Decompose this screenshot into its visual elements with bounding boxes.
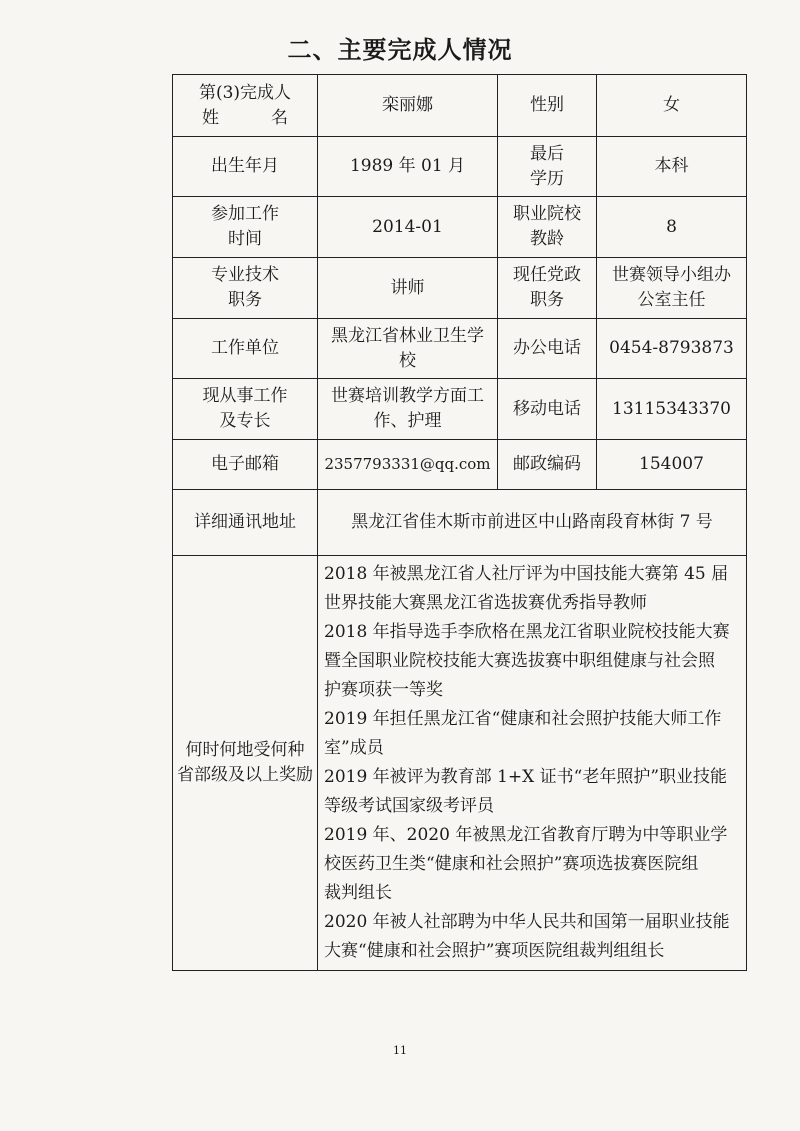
email-label: 电子邮箱 (173, 440, 318, 490)
address-label: 详细通讯地址 (173, 490, 318, 556)
awards-line: 大赛“健康和社会照护”赛项医院组裁判组组长 (324, 941, 665, 961)
table-row (173, 75, 747, 137)
table-row (173, 556, 747, 971)
table-row (173, 197, 747, 258)
table-row (173, 319, 747, 379)
personnel-info-table (172, 74, 747, 971)
teaching-years-label: 职业院校 教龄 (498, 197, 597, 258)
awards-line: 2019 年、2020 年被黑龙江省教育厅聘为中等职业学 (324, 825, 728, 845)
awards-line: 暨全国职业院校技能大赛选拔赛中职组健康与社会照 (324, 651, 715, 671)
awards-line: 护赛项获一等奖 (324, 680, 443, 700)
awards-line: 2019 年担任黑龙江省“健康和社会照护技能大师工作 (324, 709, 722, 729)
birth-value: 1989 年 01 月 (318, 137, 498, 197)
awards-line: 世界技能大赛黑龙江省选拔赛优秀指导教师 (324, 593, 647, 613)
gender-label: 性别 (498, 75, 597, 137)
gender-value: 女 (597, 75, 747, 137)
page-number: 11 (393, 1044, 407, 1057)
mobile-value: 13115343370 (597, 379, 747, 440)
title-label: 专业技术 职务 (173, 258, 318, 319)
birth-label: 出生年月 (173, 137, 318, 197)
work-start-label: 参加工作 时间 (173, 197, 318, 258)
table-row (173, 379, 747, 440)
name-value: 栾丽娜 (318, 75, 498, 137)
awards-line: 室”成员 (324, 738, 384, 758)
email-value: 2357793331@qq.com (318, 440, 498, 490)
awards-label: 何时何地受何种 省部级及以上奖励 (173, 556, 318, 971)
education-label: 最后 学历 (498, 137, 597, 197)
employer-value: 黑龙江省林业卫生学 校 (318, 319, 498, 379)
postcode-label: 邮政编码 (498, 440, 597, 490)
office-phone-value: 0454-8793873 (597, 319, 747, 379)
awards-line: 等级考试国家级考评员 (324, 796, 494, 816)
office-phone-label: 办公电话 (498, 319, 597, 379)
table-row (173, 440, 747, 490)
table-row (173, 258, 747, 319)
party-post-value: 世赛领导小组办 公室主任 (597, 258, 747, 319)
awards-line: 2020 年被人社部聘为中华人民共和国第一届职业技能 (324, 912, 730, 932)
party-post-label: 现任党政 职务 (498, 258, 597, 319)
teaching-years-value: 8 (597, 197, 747, 258)
current-work-value: 世赛培训教学方面工 作、护理 (318, 379, 498, 440)
education-value: 本科 (597, 137, 747, 197)
awards-line: 2019 年被评为教育部 1+X 证书“老年照护”职业技能 (324, 767, 728, 787)
awards-line: 裁判组长 (324, 883, 392, 903)
title-value: 讲师 (318, 258, 498, 319)
employer-label: 工作单位 (173, 319, 318, 379)
postcode-value: 154007 (597, 440, 747, 490)
table-row (173, 490, 747, 556)
address-value: 黑龙江省佳木斯市前进区中山路南段育林街 7 号 (318, 490, 747, 556)
work-start-value: 2014-01 (318, 197, 498, 258)
name-label: 第(3)完成人 姓 名 (173, 75, 318, 137)
awards-line: 校医药卫生类“健康和社会照护”赛项选拔赛医院组 (324, 854, 699, 874)
table-row (173, 137, 747, 197)
awards-line: 2018 年指导选手李欣格在黑龙江省职业院校技能大赛 (324, 622, 730, 642)
page-title: 二、主要完成人情况 (287, 36, 513, 64)
awards-line: 2018 年被黑龙江省人社厅评为中国技能大赛第 45 届 (324, 564, 729, 584)
awards-list (318, 556, 747, 971)
current-work-label: 现从事工作 及专长 (173, 379, 318, 440)
mobile-label: 移动电话 (498, 379, 597, 440)
